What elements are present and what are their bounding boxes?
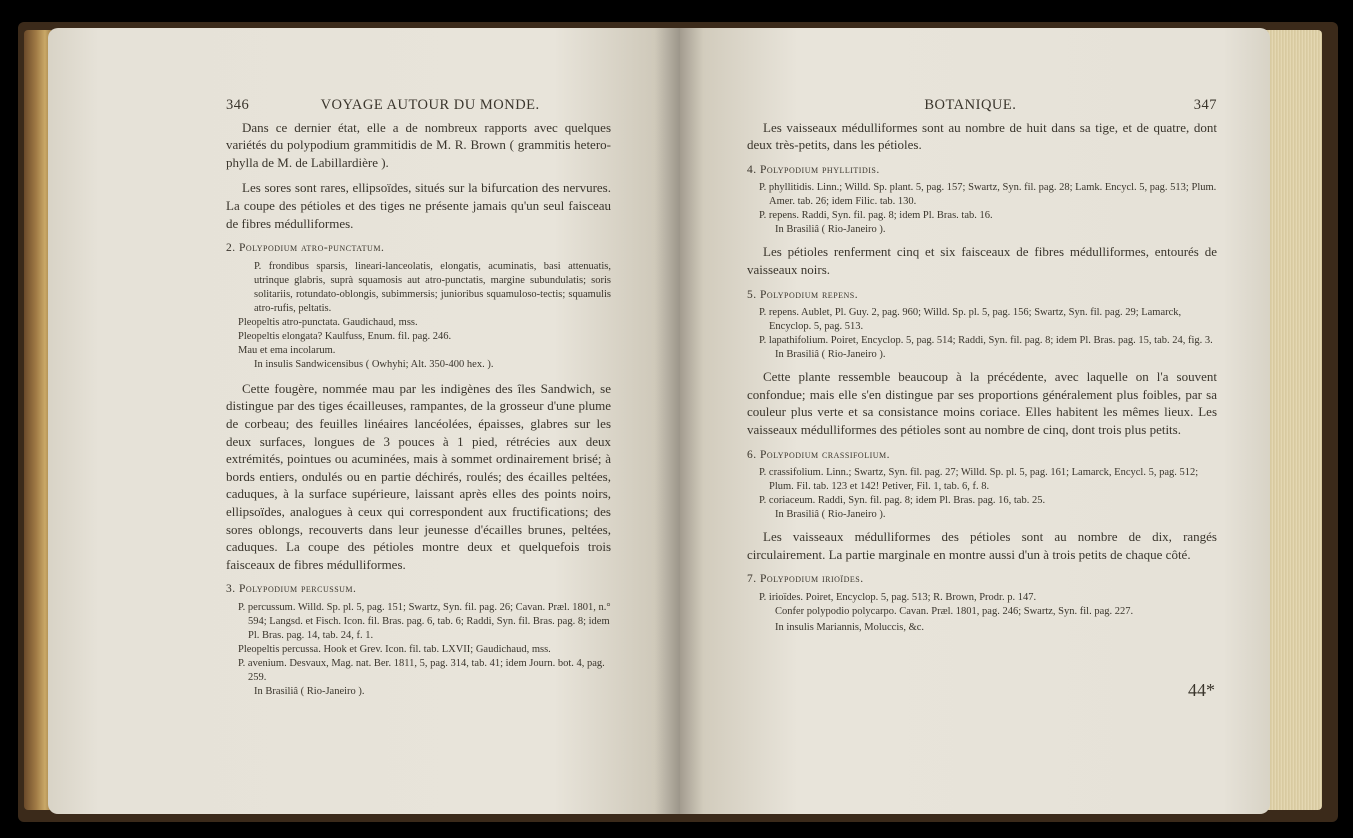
paragraph: Dans ce dernier état, elle a de nombreux rapports avec quelques variétés du polypodium grammitidis de M. R. Brown ( grammitis hetero-phylla de M. de Labillardière ). (226, 119, 611, 170)
reference: P. percussum. Willd. Sp. pl. 5, pag. 151; Swartz, Syn. fil. pag. 26; Cavan. Præl. 1801, n.° 594; Langsd. et Fisch. Icon. fil. Bras. pag. 6, tab. 6; Raddi, Syn. fil. Bras. pag. 8; idem Pl. Bras. pag. 14, tab. 24, f. 1. (238, 601, 611, 641)
paragraph: Cette plante ressemble beaucoup à la précédente, avec laquelle on l'a souvent confondue; mais elle s'en distingue par ses proportions généralement plus foibles, par sa couleur plus verte et sa consistance moins coriace. Elles habitent les mêmes lieux. Les vaisseaux médulliformes des pétioles sont au nombre de cinq, dont trois plus petits. (747, 369, 1217, 437)
reference: P. repens. Raddi, Syn. fil. pag. 8; idem Pl. Bras. tab. 16. (759, 210, 993, 222)
reference: P. lapathifolium. Poiret, Encyclop. 5, pag. 514; Raddi, Syn. fil. pag. 8; idem Pl. Bras. pag. 15, tab. 24, fig. 3. (759, 335, 1213, 347)
signature-mark: 44* (1188, 680, 1215, 700)
reference: Pleopeltis elongata? Kaulfuss, Enum. fil. pag. 246. (238, 330, 452, 342)
left-page-text (226, 97, 611, 701)
locality: In Brasiliâ ( Rio-Janeiro ). (775, 224, 886, 236)
locality: In insulis Mariannis, Moluccis, &c. (775, 621, 925, 633)
locality: In Brasiliâ ( Rio-Janeiro ). (254, 685, 365, 697)
section-title: 2. Polypodium atro-punctatum. (226, 242, 385, 255)
reference: P. crassifolium. Linn.; Swartz, Syn. fil. pag. 27; Willd. Sp. pl. 5, pag. 161; Lamarck, Encycl. 5, pag. 512; Plum. Fil. tab. 123 et 142! Petiver, Fil. 1, tab. 6, f. 8. (759, 467, 1199, 493)
reference: Mau et ema incolarum. (238, 344, 336, 356)
page-edges-right (1262, 30, 1322, 810)
locality: In Brasiliâ ( Rio-Janeiro ). (775, 349, 886, 361)
reference: P. repens. Aublet, Pl. Guy. 2, pag. 960; Willd. Sp. pl. 5, pag. 156; Swartz, Syn. fil. pag. 29; Lamarck, Encyclop. 5, pag. 513. (759, 307, 1182, 333)
paragraph: Cette fougère, nommée mau par les indigènes des îles Sandwich, se distingue par des tiges écailleuses, rampantes, de la grosseur d'une plume de corbeau; des feuilles linéaires lancéolées, épaisses, glabres sur les deux surfaces, longues de 3 pouces à 1 pied, rétrécies aux deux extrémités, pointues ou acuminées, mais à sommet ordinairement brisé; à bords entiers, ondulés ou en partie déchirés, roulés; des écailles peltées, caduques, à la surface supérieure, laissant après elles des points noirs, ellipsoïdes, analogues à ceux qui correspondent aux fructifications; des sores oblongs, recouverts dans leur jeunesse d'écailles brunes, peltées, caduques. La coupe des pétioles montre deux et quelquefois trois faisceaux de fibres médulliformes. (226, 380, 611, 572)
reference: P. phyllitidis. Linn.; Willd. Sp. plant. 5, pag. 157; Swartz, Syn. fil. pag. 28; Lamk. Encycl. 5, pag. 513; Plum. Amer. tab. 26; idem Filic. tab. 130. (759, 182, 1217, 208)
reference: Pleopeltis atro-punctata. Gaudichaud, mss. (238, 316, 418, 328)
reference: P. irioïdes. Poiret, Encyclop. 5, pag. 513; R. Brown, Prodr. p. 147. (759, 591, 1037, 603)
section-title: 7. Polypodium irioïdes. (747, 573, 864, 586)
paragraph: Les vaisseaux médulliformes des pétioles sont au nombre de dix, rangés circulairement. La partie marginale en montre aussi d'un à trois petits de chaque côté. (747, 529, 1217, 562)
running-title: BOTANIQUE. (924, 97, 1017, 113)
reference: P. coriaceum. Raddi, Syn. fil. pag. 8; idem Pl. Bras. pag. 16, tab. 25. (759, 495, 1046, 507)
locality: In Brasiliâ ( Rio-Janeiro ). (775, 509, 886, 521)
left-page-header (226, 97, 611, 115)
locality: In insulis Sandwicensibus ( Owhyhi; Alt. 350-400 hex. ). (254, 358, 494, 370)
right-page-text (747, 97, 1217, 637)
reference: Pleopeltis percussa. Hook et Grev. Icon. fil. tab. LXVII; Gaudichaud, mss. (238, 643, 551, 655)
section-title: 3. Polypodium percussum. (226, 583, 357, 596)
species-description: P. frondibus sparsis, lineari-lanceolatis, elongatis, acuminatis, basi attenuatis, utrinque glabris, suprà squamosis aut atro-punctatis, margine subundulatis; soris solitariis, rotundato-oblongis, subimmersis; junioribus squamuloso-tectis; squamulis atro-rufis, peltatis. (254, 260, 611, 314)
paragraph: Les pétioles renferment cinq et six faisceaux de fibres médulliformes, entourés de vaisseaux noirs. (747, 244, 1217, 277)
reference: P. avenium. Desvaux, Mag. nat. Ber. 1811, 5, pag. 314, tab. 41; idem Journ. bot. 4, pag. 259. (238, 657, 605, 683)
section-title: 6. Polypodium crassifolium. (747, 448, 891, 461)
paragraph: Les vaisseaux médulliformes sont au nombre de huit dans sa tige, et de quatre, dont deux très-petits, dans les pétioles. (747, 119, 1217, 153)
section-title: 5. Polypodium repens. (747, 288, 859, 301)
running-title: VOYAGE AUTOUR DU MONDE. (320, 97, 540, 113)
paragraph: Les sores sont rares, ellipsoïdes, situés sur la bifurcation des nervures. La coupe des pétioles et des tiges ne présente jamais qu'un seul faisceau de fibres médulliformes. (226, 180, 611, 231)
page-number: 347 (1193, 97, 1217, 113)
reference: Confer polypodio polycarpo. Cavan. Præl. 1801, pag. 246; Swartz, Syn. fil. pag. 227. (775, 605, 1134, 617)
page-number: 346 (226, 97, 250, 113)
section-title: 4. Polypodium phyllitidis. (747, 163, 880, 176)
right-page-header (747, 97, 1217, 115)
